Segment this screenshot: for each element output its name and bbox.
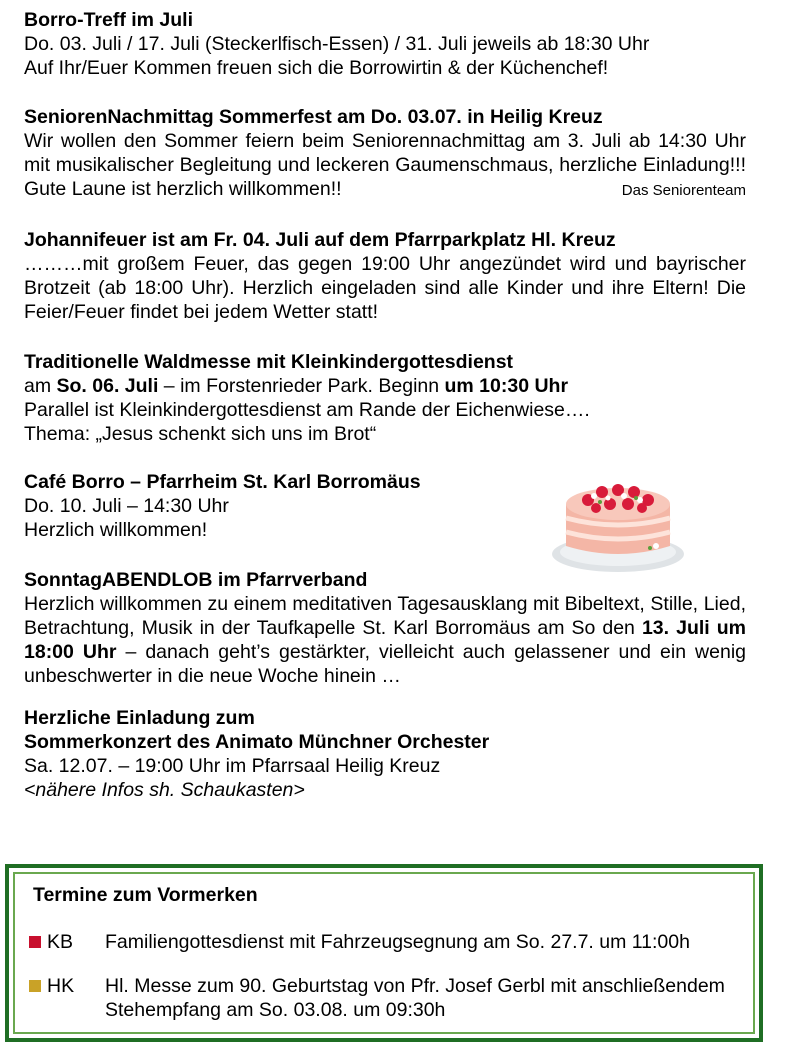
section-title: Sommerkonzert des Animato Münchner Orchester xyxy=(24,731,490,753)
info-italic: <nähere Infos sh. Schaukasten> xyxy=(24,779,305,801)
section-sommerkonzert xyxy=(24,706,746,802)
termine-inner-border xyxy=(13,872,755,1034)
marker-square-icon xyxy=(29,980,41,992)
section-waldmesse xyxy=(24,350,746,446)
section-text: Thema: „Jesus schenkt sich uns im Brot“ xyxy=(24,423,377,445)
termin-code: HK xyxy=(47,975,75,997)
section-title: Herzliche Einladung zum xyxy=(24,707,255,729)
section-title: Johannifeuer ist am Fr. 04. Juli auf dem Pfarrparkplatz Hl. Kreuz xyxy=(24,229,616,251)
section-abendlob xyxy=(24,568,746,688)
section-title: SeniorenNachmittag Sommerfest am Do. 03.07. in Heilig Kreuz xyxy=(24,106,603,128)
section-text: Herzlich willkommen! xyxy=(24,519,208,541)
section-title: Café Borro – Pfarrheim St. Karl Borromäus xyxy=(24,471,421,493)
termin-text: Hl. Messe zum 90. Geburtstag von Pfr. Josef Gerbl mit anschließendem Stehempfang am So. 03.08. um 09:30h xyxy=(105,975,725,1021)
section-text: Do. 10. Juli – 14:30 Uhr xyxy=(24,495,229,517)
cake-illustration xyxy=(548,462,688,574)
termin-text: Familiengottesdienst mit Fahrzeugsegnung am So. 27.7. um 11:00h xyxy=(105,931,690,953)
section-body xyxy=(24,592,746,688)
text-part: – danach geht’s gestärkter, vielleicht auch gelassener und ein wenig unbeschwerter in die neue Woche hinein … xyxy=(24,641,746,687)
section-seniorennachmittag xyxy=(24,105,746,203)
section-title: Traditionelle Waldmesse mit Kleinkindergottesdienst xyxy=(24,351,514,373)
section-text xyxy=(24,374,746,398)
date-bold: So. 06. Juli xyxy=(56,375,159,397)
section-text: Do. 03. Juli / 17. Juli (Steckerlfisch-Essen) / 31. Juli jeweils ab 18:30 Uhr xyxy=(24,33,650,55)
section-text: Parallel ist Kleinkindergottesdienst am Rande der Eichenwiese…. xyxy=(24,399,590,421)
text-part: am xyxy=(24,375,57,397)
date-bold: 13. Juli um 18:00 Uhr xyxy=(24,617,746,663)
section-text: Auf Ihr/Euer Kommen freuen sich die Borrowirtin & der Küchenchef! xyxy=(24,57,609,79)
termin-code: KB xyxy=(47,931,74,953)
section-text xyxy=(24,778,746,802)
text-part: – im Forstenrieder Park. Beginn xyxy=(158,375,445,397)
section-title: Borro-Treff im Juli xyxy=(24,9,194,31)
section-johannifeuer xyxy=(24,228,746,324)
section-title: SonntagABENDLOB im Pfarrverband xyxy=(24,569,368,591)
termine-box xyxy=(5,864,763,1042)
signature: Das Seniorenteam xyxy=(621,182,746,199)
marker-square-icon xyxy=(29,936,41,948)
section-text: Sa. 12.07. – 19:00 Uhr im Pfarrsaal Heilig Kreuz xyxy=(24,755,441,777)
text-part: Herzlich willkommen zu einem meditativen Tagesausklang mit Bibeltext, Stille, Lied, Betrachtung, Musik in der Taufkapelle St. Karl Borromäus am So den xyxy=(24,593,746,639)
section-body xyxy=(24,129,746,201)
body-text: Wir wollen den Sommer feiern beim Seniorennachmittag am 3. Juli ab 14:30 Uhr mit musikalischer Begleitung und leckeren Gaumenschmaus, herzliche Einladung!!! Gute Laune ist herzlich willkommen!! xyxy=(24,130,746,200)
section-borro-treff xyxy=(24,8,746,80)
termine-title: Termine zum Vormerken xyxy=(33,884,258,906)
time-bold: um 10:30 Uhr xyxy=(444,375,569,397)
section-body: ………mit großem Feuer, das gegen 19:00 Uhr angezündet wird und bayrischer Brotzeit (ab 18:00 Uhr). Herzlich eingeladen sind alle Kinder und ihre Eltern! Die Feier/Feuer findet bei jedem Wetter statt! xyxy=(24,253,746,323)
